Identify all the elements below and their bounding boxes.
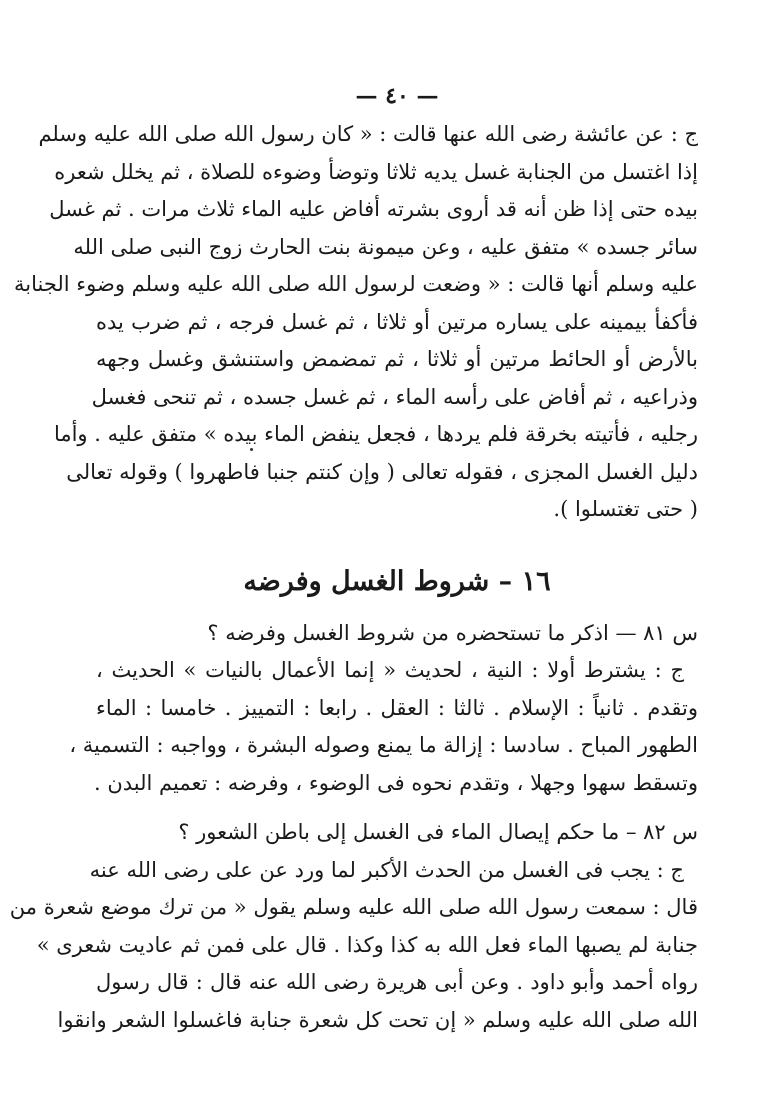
spacer bbox=[96, 802, 698, 812]
text-line: ج : عن عائشة رضى الله عنها قالت : « كان رسول الله صلى الله عليه وسلم bbox=[38, 122, 698, 146]
intro-paragraph bbox=[14, 116, 698, 529]
text-line: وذراعيه ، ثم أفاض على رأسه الماء ، ثم غسل جسده ، ثم تنحى فغسل bbox=[91, 384, 698, 409]
text-line: وتسقط سهوا وجهلا ، وتقدم نحوه فى الوضوء ، وفرضه : تعميم البدن . bbox=[93, 770, 698, 795]
text-line: إذا اغتسل من الجنابة غسل يديه ثلاثا وتوضأ وضوءه للصلاة ، ثم يخلل شعره bbox=[54, 159, 698, 184]
answer-81 bbox=[69, 652, 698, 802]
book-page bbox=[9, 78, 698, 1088]
text-line: بالأرض أو الحائط مرتين أو ثلاثا ، ثم تمضمض واستنشق وغسل وجهه bbox=[96, 347, 698, 371]
text-line: عليه وسلم أنها قالت : « وضعت لرسول الله صلى الله عليه وسلم وضوء الجنابة bbox=[14, 272, 698, 296]
print-speck bbox=[250, 448, 253, 451]
text-line: فأكفأ بيمينه على يساره مرتين أو ثلاثا ، ثم غسل فرجه ، ثم ضرب يده bbox=[96, 309, 698, 334]
text-line: ( حتى تغتسلوا ). bbox=[553, 497, 698, 521]
text-line: ج : يشترط أولا : النية ، لحديث « إنما الأعمال بالنيات » الحديث ، bbox=[96, 658, 684, 682]
text-line: ج : يجب فى الغسل من الحدث الأكبر لما ورد عن على رضى الله عنه bbox=[89, 857, 684, 882]
text-line: رجليه ، فأتيته بخرقة فلم يردها ، فجعل ينفض الماء بيده » متفق عليه . وأما bbox=[53, 422, 698, 446]
section-heading: ١٦ – شروط الغسل وفرضه bbox=[243, 565, 551, 597]
text-line: الطهور المباح . سادسا : إزالة ما يمنع وصوله البشرة ، وواجبه : التسمية ، bbox=[69, 733, 698, 757]
text-line: الله صلى الله عليه وسلم « إن تحت كل شعرة جنابة فاغسلوا الشعر وانقوا bbox=[57, 1007, 698, 1032]
question-82: س ٨٢ – ما حكم إيصال الماء فى الغسل إلى باطن الشعور ؟ bbox=[178, 820, 698, 844]
text-line: بيده حتى إذا ظن أنه قد أروى بشرته أفاض عليه الماء ثلاث مرات . ثم غسل bbox=[49, 197, 698, 221]
text-line: سائر جسده » متفق عليه ، وعن ميمونة بنت الحارث زوج النبى صلى الله bbox=[73, 234, 698, 259]
page-number: — ٤٠ — bbox=[355, 83, 439, 109]
text-line: وتقدم . ثانياً : الإسلام . ثالثا : العقل . رابعا : التمييز . خامسا : الماء bbox=[96, 695, 698, 720]
question-81: س ٨١ — اذكر ما تستحضره من شروط الغسل وفرضه ؟ bbox=[207, 620, 698, 645]
answer-82 bbox=[9, 852, 698, 1040]
text-line: قال : سمعت رسول الله صلى الله عليه وسلم يقول « من ترك موضع شعرة من bbox=[9, 895, 698, 919]
text-line: دليل الغسل المجزى ، فقوله تعالى ( وإن كنتم جنبا فاطهروا ) وقوله تعالى bbox=[66, 459, 698, 484]
text-line: جنابة لم يصبها الماء فعل الله به كذا وكذا . قال على فمن ثم عاديت شعرى » bbox=[36, 932, 698, 957]
text-line: رواه أحمد وأبو داود . وعن أبى هريرة رضى الله عنه قال : قال رسول bbox=[96, 970, 698, 994]
